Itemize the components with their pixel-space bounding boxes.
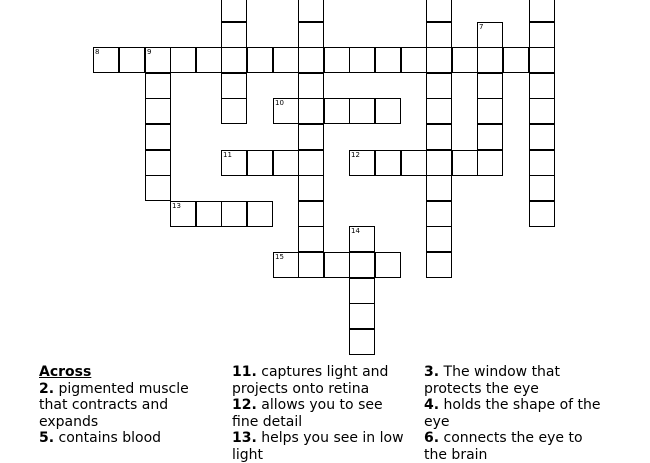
grid-cell[interactable] — [221, 73, 247, 99]
grid-cell[interactable] — [375, 252, 401, 278]
grid-cell[interactable] — [196, 47, 222, 73]
grid-cell[interactable] — [401, 150, 427, 176]
grid-cell[interactable] — [349, 329, 375, 355]
grid-cell[interactable] — [298, 0, 324, 22]
clues-column-2 — [232, 364, 412, 463]
grid-cell[interactable] — [426, 124, 452, 150]
grid-cell[interactable] — [426, 252, 452, 278]
grid-cell[interactable] — [375, 98, 401, 124]
grid-cell[interactable] — [426, 0, 452, 22]
grid-cell[interactable] — [349, 226, 375, 252]
grid-cell[interactable] — [529, 22, 555, 48]
clue-number: 11 — [223, 151, 232, 159]
grid-cell[interactable] — [426, 22, 452, 48]
grid-cell[interactable] — [426, 201, 452, 227]
grid-cell[interactable] — [145, 98, 171, 124]
grid-cell[interactable] — [145, 175, 171, 201]
grid-cell[interactable] — [375, 47, 401, 73]
clue-across-2: 2. pigmented muscle that contracts and expands — [39, 380, 189, 430]
clue-number: 10 — [275, 99, 284, 107]
clue-number: 14 — [351, 227, 360, 235]
clues-column-3 — [424, 364, 604, 463]
grid-cell[interactable] — [145, 124, 171, 150]
grid-cell[interactable] — [247, 150, 273, 176]
grid-cell[interactable] — [529, 73, 555, 99]
clue-number: 13 — [172, 202, 181, 210]
grid-cell[interactable] — [426, 47, 452, 73]
grid-cell[interactable] — [477, 47, 503, 73]
grid-cell[interactable] — [477, 98, 503, 124]
clue-down-6: 6. connects the eye to the brain — [424, 430, 583, 463]
grid-cell[interactable] — [273, 150, 299, 176]
across-heading: Across — [39, 364, 92, 380]
grid-cell[interactable] — [529, 124, 555, 150]
grid-cell[interactable] — [221, 201, 247, 227]
grid-cell[interactable] — [221, 98, 247, 124]
grid-cell[interactable] — [298, 175, 324, 201]
grid-cell[interactable] — [324, 98, 350, 124]
grid-cell[interactable] — [452, 150, 478, 176]
grid-cell[interactable] — [477, 22, 503, 48]
grid-cell[interactable] — [221, 47, 247, 73]
grid-cell[interactable] — [247, 47, 273, 73]
grid-cell[interactable] — [503, 47, 529, 73]
grid-cell[interactable] — [529, 150, 555, 176]
grid-cell[interactable] — [324, 252, 350, 278]
grid-cell[interactable] — [426, 73, 452, 99]
grid-cell[interactable] — [426, 226, 452, 252]
grid-cell[interactable] — [170, 47, 196, 73]
grid-cell[interactable] — [324, 47, 350, 73]
clue-down-3: 3. The window that protects the eye — [424, 364, 560, 397]
grid-cell[interactable] — [298, 73, 324, 99]
grid-cell[interactable] — [273, 47, 299, 73]
grid-cell[interactable] — [170, 201, 196, 227]
clue-across-13: 13. helps you see in low light — [232, 430, 404, 463]
grid-cell[interactable] — [349, 278, 375, 304]
grid-cell[interactable] — [298, 124, 324, 150]
clue-number: 7 — [479, 23, 484, 31]
grid-cell[interactable] — [426, 175, 452, 201]
clue-number: 12 — [351, 151, 360, 159]
grid-cell[interactable] — [145, 150, 171, 176]
grid-cell[interactable] — [93, 47, 119, 73]
clues-column-1 — [39, 364, 219, 447]
grid-cell[interactable] — [452, 47, 478, 73]
grid-cell[interactable] — [401, 47, 427, 73]
clue-number: 15 — [275, 253, 284, 261]
grid-cell[interactable] — [298, 226, 324, 252]
grid-cell[interactable] — [349, 303, 375, 329]
grid-cell[interactable] — [477, 124, 503, 150]
grid-cell[interactable] — [119, 47, 145, 73]
grid-cell[interactable] — [298, 252, 324, 278]
grid-cell[interactable] — [477, 73, 503, 99]
grid-cell[interactable] — [529, 98, 555, 124]
grid-cell[interactable] — [298, 22, 324, 48]
grid-cell[interactable] — [298, 47, 324, 73]
grid-cell[interactable] — [221, 22, 247, 48]
clue-across-5: 5. contains blood — [39, 430, 162, 446]
grid-cell[interactable] — [247, 201, 273, 227]
grid-cell[interactable] — [221, 150, 247, 176]
grid-cell[interactable] — [426, 150, 452, 176]
grid-cell[interactable] — [426, 98, 452, 124]
grid-cell[interactable] — [221, 0, 247, 22]
grid-cell[interactable] — [196, 201, 222, 227]
grid-cell[interactable] — [273, 98, 299, 124]
grid-cell[interactable] — [349, 150, 375, 176]
clue-across-11: 11. captures light and projects onto retina — [232, 364, 389, 397]
grid-cell[interactable] — [349, 47, 375, 73]
grid-cell[interactable] — [298, 98, 324, 124]
grid-cell[interactable] — [273, 252, 299, 278]
grid-cell[interactable] — [529, 175, 555, 201]
grid-cell[interactable] — [529, 201, 555, 227]
grid-cell[interactable] — [477, 150, 503, 176]
grid-cell[interactable] — [349, 98, 375, 124]
grid-cell[interactable] — [145, 47, 171, 73]
grid-cell[interactable] — [529, 0, 555, 22]
clue-number: 8 — [95, 48, 100, 56]
grid-cell[interactable] — [349, 252, 375, 278]
clue-down-4: 4. holds the shape of the eye — [424, 397, 601, 430]
clue-across-12: 12. allows you to see fine detail — [232, 397, 383, 430]
grid-cell[interactable] — [298, 150, 324, 176]
grid-cell[interactable] — [298, 201, 324, 227]
grid-cell[interactable] — [375, 150, 401, 176]
grid-cell[interactable] — [145, 73, 171, 99]
grid-cell[interactable] — [529, 47, 555, 73]
clue-number: 9 — [147, 48, 152, 56]
